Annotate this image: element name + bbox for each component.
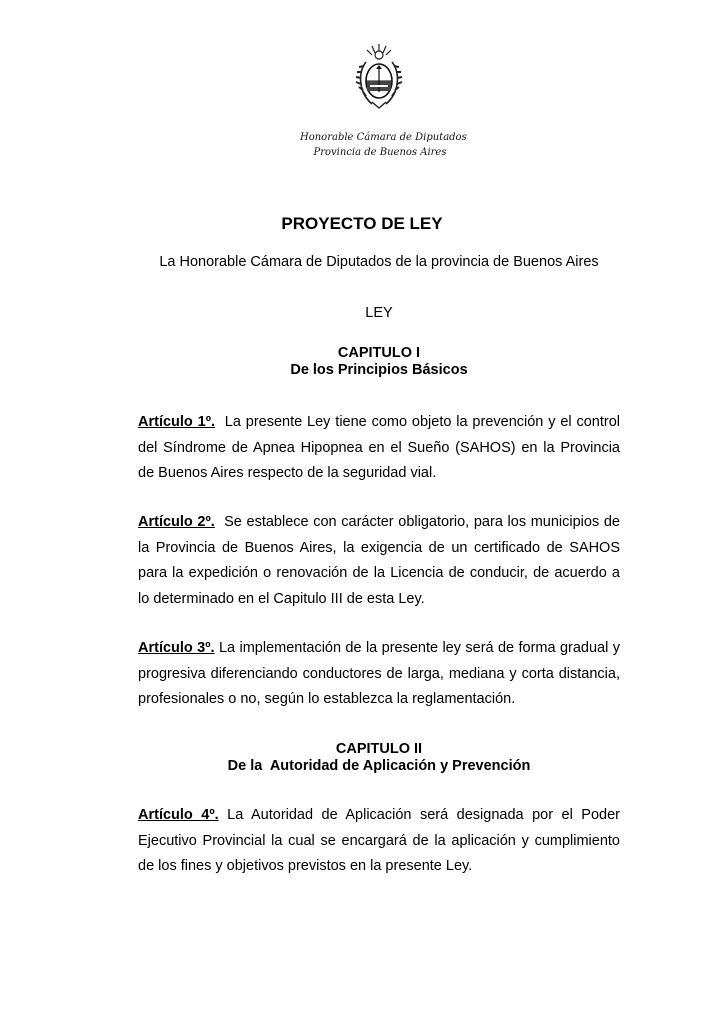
article-1-label: Artículo 1º. <box>138 414 216 430</box>
preamble: La Honorable Cámara de Diputados de la provincia de Buenos Aires <box>159 254 599 270</box>
chamber-line-2: Provincia de Buenos Aires <box>313 147 447 158</box>
coat-of-arms-icon <box>354 42 404 110</box>
chapter-1-heading <box>0 345 724 379</box>
chamber-line-1: Honorable Cámara de Diputados <box>300 132 467 143</box>
article-3-label: Artículo 3º. <box>138 640 215 656</box>
chamber-name <box>300 130 467 160</box>
chapter-2-heading <box>0 741 724 775</box>
article-4-label: Artículo 4º. <box>138 807 219 823</box>
article-2-label: Artículo 2º. <box>138 514 215 530</box>
chapter-2-subtitle: De la Autoridad de Aplicación y Prevención <box>227 758 531 774</box>
article-1 <box>138 410 620 487</box>
chapter-1-subtitle: De los Principios Básicos <box>290 362 468 378</box>
chapter-2-title: CAPITULO II <box>335 741 423 757</box>
article-2 <box>138 510 620 612</box>
ley-heading: LEY <box>365 305 393 321</box>
article-4 <box>138 803 620 880</box>
article-2-text: Se establece con carácter obligatorio, para los municipios de la Provincia de Buenos Aires, la exigencia de un certificado de SAHOS para la expedición o renovación de la Licencia de conducir, de acuerdo a lo determinado en el Capitulo III de esta Ley. <box>138 514 620 607</box>
article-1-text: La presente Ley tiene como objeto la prevención y el control del Síndrome de Apnea Hipopnea en el Sueño (SAHOS) en la Provincia de Buenos Aires respecto de la seguridad vial. <box>138 414 620 481</box>
article-4-text: La Autoridad de Aplicación será designada por el Poder Ejecutivo Provincial la cual se encargará de la aplicación y cumplimiento de los fines y objetivos previstos en la presente Ley. <box>138 807 620 874</box>
document-title: PROYECTO DE LEY <box>281 214 443 233</box>
chapter-1-title: CAPITULO I <box>337 345 421 361</box>
article-3 <box>138 636 620 713</box>
article-3-text: La implementación de la presente ley será de forma gradual y progresiva diferenciando conductores de larga, mediana y corta distancia, profesionales o no, según lo establezca la reglamentación. <box>138 640 620 707</box>
